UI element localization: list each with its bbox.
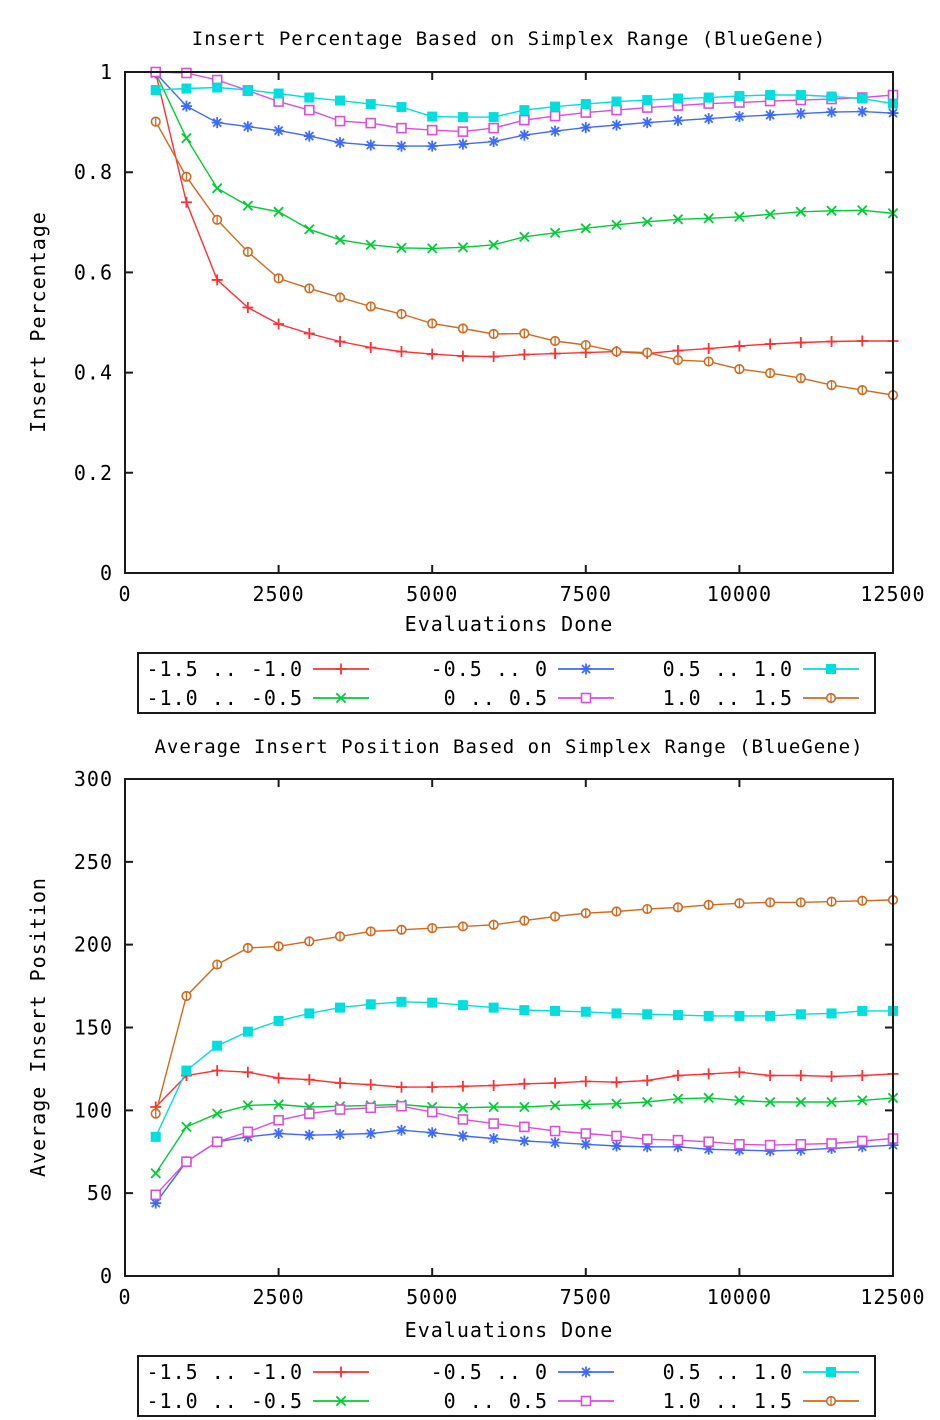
plus-marker (795, 1070, 806, 1081)
legend-label-n10-n05: -1.0 .. -0.5 (146, 1388, 303, 1413)
square-filled-marker (335, 96, 345, 106)
square-open-legend-sample (557, 1393, 615, 1409)
legend-item-10-15 (629, 683, 874, 712)
legend-label-0-05: 0 .. 0.5 (443, 1388, 548, 1413)
asterisk-marker (242, 121, 253, 132)
plus-marker (580, 1076, 591, 1087)
legend-item-n15-n10 (139, 654, 384, 683)
x-tick-label: 2500 (252, 1285, 305, 1309)
square-filled-marker (396, 997, 406, 1007)
x-tick-label: 5000 (406, 1285, 459, 1309)
square-filled-marker (612, 97, 622, 107)
x-tick-label: 10000 (706, 1285, 773, 1309)
plus-marker (519, 1078, 530, 1089)
square-filled-legend-sample (802, 661, 860, 677)
square-filled-marker (181, 1066, 191, 1076)
y-tick-label: 0.8 (73, 160, 113, 185)
square-filled-marker (673, 94, 683, 104)
x-tick-label: 12500 (860, 582, 926, 606)
plus-marker (765, 339, 776, 350)
chart2-y-axis-label: Average Insert Position (26, 877, 50, 1177)
plus-marker (550, 1077, 561, 1088)
legend-item-n05-0 (384, 1357, 629, 1386)
asterisk-marker (519, 1135, 530, 1146)
plus-marker (703, 1068, 714, 1079)
x-tick-label: 0 (118, 582, 132, 606)
square-open-marker (305, 106, 314, 115)
square-open-marker (489, 124, 498, 133)
legend-label-n15-n10: -1.5 .. -1.0 (146, 656, 303, 681)
legend-item-0-05 (384, 683, 629, 712)
square-open-marker (428, 1107, 437, 1116)
square-open-marker (520, 1122, 529, 1131)
square-filled-marker (827, 1008, 837, 1018)
y-tick-label: 0.2 (73, 460, 113, 485)
legend-item-05-10 (629, 654, 874, 683)
plus-marker (427, 349, 438, 360)
asterisk-marker (365, 140, 376, 151)
plus-marker (611, 1077, 622, 1088)
chart2-title: Average Insert Position Based on Simplex Range (BlueGene) (154, 736, 864, 758)
legend-label-n10-n05: -1.0 .. -0.5 (146, 685, 303, 710)
plus-marker (212, 1065, 223, 1076)
square-open-marker (612, 1132, 621, 1141)
square-filled-marker (243, 85, 253, 95)
asterisk-marker (427, 141, 438, 152)
plus-marker (857, 1070, 868, 1081)
square-open-marker (643, 1135, 652, 1144)
square-filled-marker (826, 664, 836, 674)
x-tick-label: 0 (118, 1285, 132, 1309)
asterisk-marker (488, 1133, 499, 1144)
plus-marker (427, 1082, 438, 1093)
asterisk-marker (826, 107, 837, 118)
asterisk-marker (181, 101, 192, 112)
plus-marker (550, 348, 561, 359)
square-filled-marker (550, 102, 560, 112)
square-open-marker (735, 1140, 744, 1149)
asterisk-marker (335, 137, 346, 148)
asterisk-marker (304, 131, 315, 142)
square-open-marker (858, 1136, 867, 1145)
x-tick-label: 7500 (559, 582, 612, 606)
plus-marker (304, 328, 315, 339)
square-filled-marker (366, 999, 376, 1009)
square-open-marker (551, 1127, 560, 1136)
plus-marker (242, 1067, 253, 1078)
square-filled-marker (335, 1003, 345, 1013)
square-open-marker (366, 119, 375, 128)
square-filled-marker (427, 112, 437, 122)
y-tick-label: 0.4 (73, 360, 113, 385)
square-open-marker (766, 1141, 775, 1150)
asterisk-marker (488, 136, 499, 147)
plus-marker (365, 342, 376, 353)
asterisk-marker (273, 125, 284, 136)
square-open-marker (397, 124, 406, 133)
series-line-05-10 (156, 1002, 893, 1137)
legend-item-0-05 (384, 1386, 629, 1415)
square-filled-legend-sample (802, 1364, 860, 1380)
square-filled-marker (734, 1011, 744, 1021)
circle-open-legend-sample (802, 1393, 860, 1409)
square-open-marker (551, 112, 560, 121)
cross-marker (213, 1109, 222, 1118)
chart1-y-axis-label: Insert Percentage (26, 211, 50, 433)
asterisk-marker (642, 117, 653, 128)
square-open-marker (397, 1102, 406, 1111)
plus-marker (396, 346, 407, 357)
square-filled-marker (796, 90, 806, 100)
square-filled-marker (489, 1003, 499, 1013)
square-filled-marker (704, 93, 714, 103)
square-filled-marker (212, 1041, 222, 1051)
square-open-marker (336, 117, 345, 126)
square-filled-marker (734, 91, 744, 101)
square-filled-marker (519, 105, 529, 115)
square-filled-marker (827, 92, 837, 102)
asterisk-marker (581, 1366, 592, 1377)
square-filled-marker (673, 1010, 683, 1020)
square-filled-marker (550, 1006, 560, 1016)
square-open-marker (489, 1119, 498, 1128)
square-filled-marker (519, 1005, 529, 1015)
square-open-marker (366, 1103, 375, 1112)
square-filled-marker (151, 1132, 161, 1142)
square-filled-marker (826, 1367, 836, 1377)
legend-item-n15-n10 (139, 1357, 384, 1386)
plus-marker (336, 663, 347, 674)
plus-marker (396, 1082, 407, 1093)
x-tick-label: 2500 (252, 582, 305, 606)
square-open-marker (827, 1139, 836, 1148)
asterisk-legend-sample (557, 1364, 615, 1380)
square-filled-marker (366, 99, 376, 109)
square-open-marker (582, 693, 591, 702)
square-filled-marker (151, 85, 161, 95)
square-filled-marker (304, 1008, 314, 1018)
plus-marker (519, 349, 530, 360)
legend-label-05-10: 0.5 .. 1.0 (662, 656, 793, 681)
asterisk-marker (580, 1139, 591, 1150)
y-tick-label: 1 (99, 60, 113, 84)
square-filled-marker (181, 84, 191, 94)
asterisk-marker (581, 663, 592, 674)
asterisk-marker (734, 111, 745, 122)
chart1-x-axis-label: Evaluations Done (404, 612, 614, 636)
legend-item-n05-0 (384, 654, 629, 683)
square-open-marker (213, 1137, 222, 1146)
square-filled-marker (581, 1007, 591, 1017)
plot-border (125, 779, 893, 1276)
plus-marker (734, 1067, 745, 1078)
plus-marker (304, 1074, 315, 1085)
plus-legend-sample (312, 661, 370, 677)
square-open-marker (458, 1115, 467, 1124)
square-open-marker (305, 1109, 314, 1118)
asterisk-marker (396, 1125, 407, 1136)
asterisk-marker (304, 1130, 315, 1141)
legend-label-n15-n10: -1.5 .. -1.0 (146, 1359, 303, 1384)
legend-item-n10-n05 (139, 1386, 384, 1415)
x-tick-label: 7500 (559, 1285, 612, 1309)
asterisk-marker (457, 1131, 468, 1142)
square-open-marker (796, 1140, 805, 1149)
cross-marker (151, 1169, 160, 1178)
plus-legend-sample (312, 1364, 370, 1380)
square-filled-marker (796, 1009, 806, 1019)
legend-label-10-15: 1.0 .. 1.5 (662, 1388, 793, 1413)
chart2-legend (137, 1355, 876, 1417)
plus-marker (826, 336, 837, 347)
square-filled-marker (765, 90, 775, 100)
plus-marker (181, 197, 192, 208)
plus-marker (703, 343, 714, 354)
square-filled-marker (427, 998, 437, 1008)
plus-marker (488, 1080, 499, 1091)
asterisk-marker (212, 117, 223, 128)
cross-marker (182, 1122, 191, 1131)
y-tick-label: 300 (73, 767, 113, 791)
square-open-marker (581, 1129, 590, 1138)
x-tick-label: 12500 (860, 1285, 926, 1309)
square-filled-marker (765, 1011, 775, 1021)
plus-marker (734, 341, 745, 352)
plus-marker (457, 351, 468, 362)
legend-label-n05-0: -0.5 .. 0 (430, 1359, 548, 1384)
square-filled-marker (212, 83, 222, 93)
asterisk-marker (519, 130, 530, 141)
square-filled-marker (857, 94, 867, 104)
plus-marker (672, 345, 683, 356)
asterisk-marker (795, 108, 806, 119)
square-open-marker (612, 106, 621, 115)
square-filled-marker (274, 1016, 284, 1026)
square-filled-marker (396, 102, 406, 112)
square-open-marker (704, 1137, 713, 1146)
y-tick-label: 150 (73, 1015, 113, 1040)
circle-open-legend-sample (802, 690, 860, 706)
square-open-marker (182, 69, 191, 78)
square-open-marker (182, 1157, 191, 1166)
plus-marker (457, 1081, 468, 1092)
y-tick-label: 200 (73, 932, 113, 957)
square-open-legend-sample (557, 690, 615, 706)
x-tick-label: 10000 (706, 582, 773, 606)
cross-marker (305, 225, 314, 234)
square-open-marker (582, 1396, 591, 1405)
asterisk-marker (611, 1140, 622, 1151)
y-tick-label: 0.6 (73, 260, 113, 285)
square-filled-marker (274, 89, 284, 99)
square-open-marker (581, 108, 590, 117)
x-tick-label: 5000 (406, 582, 459, 606)
cross-marker (182, 134, 191, 143)
plot-border (125, 72, 893, 573)
square-open-marker (458, 127, 467, 136)
plus-marker (335, 1077, 346, 1088)
plus-marker (765, 1070, 776, 1081)
square-filled-marker (581, 99, 591, 109)
asterisk-marker (611, 120, 622, 131)
cross-legend-sample (312, 690, 370, 706)
square-open-marker (151, 1190, 160, 1199)
series-line-n10-n05 (156, 73, 893, 248)
legend-item-n10-n05 (139, 683, 384, 712)
plus-marker (857, 336, 868, 347)
square-filled-marker (458, 112, 468, 122)
asterisk-marker (672, 115, 683, 126)
asterisk-marker (703, 113, 714, 124)
chart1-legend (137, 652, 876, 714)
square-filled-marker (642, 1009, 652, 1019)
square-open-marker (243, 1127, 252, 1136)
legend-label-05-10: 0.5 .. 1.0 (662, 1359, 793, 1384)
asterisk-marker (457, 139, 468, 150)
square-filled-marker (304, 93, 314, 103)
asterisk-marker (550, 126, 561, 137)
plus-marker (642, 1075, 653, 1086)
cross-marker (213, 184, 222, 193)
legend-label-10-15: 1.0 .. 1.5 (662, 685, 793, 710)
plus-marker (273, 319, 284, 330)
chart1-title: Insert Percentage Based on Simplex Range (BlueGene) (191, 28, 827, 50)
square-filled-marker (612, 1008, 622, 1018)
y-tick-label: 250 (73, 849, 113, 874)
asterisk-marker (427, 1127, 438, 1138)
asterisk-legend-sample (557, 661, 615, 677)
asterisk-marker (550, 1137, 561, 1148)
y-tick-label: 0 (99, 561, 113, 585)
square-filled-marker (704, 1011, 714, 1021)
plus-marker (365, 1079, 376, 1090)
plus-marker (336, 1366, 347, 1377)
asterisk-marker (396, 141, 407, 152)
asterisk-marker (335, 1129, 346, 1140)
chart2-x-axis-label: Evaluations Done (404, 1318, 614, 1342)
square-open-marker (520, 116, 529, 125)
square-filled-marker (489, 112, 499, 122)
square-open-marker (428, 126, 437, 135)
asterisk-marker (580, 122, 591, 133)
plus-marker (672, 1070, 683, 1081)
square-open-marker (336, 1105, 345, 1114)
square-filled-marker (243, 1027, 253, 1037)
legend-label-0-05: 0 .. 0.5 (443, 685, 548, 710)
asterisk-marker (857, 106, 868, 117)
square-filled-marker (857, 1006, 867, 1016)
y-tick-label: 100 (73, 1098, 113, 1123)
square-open-marker (274, 1116, 283, 1125)
square-filled-marker (458, 1000, 468, 1010)
plus-marker (273, 1073, 284, 1084)
legend-label-n05-0: -0.5 .. 0 (430, 656, 548, 681)
plus-marker (488, 351, 499, 362)
legend-item-10-15 (629, 1386, 874, 1415)
cross-legend-sample (312, 1393, 370, 1409)
square-filled-marker (642, 95, 652, 105)
plus-marker (826, 1071, 837, 1082)
plus-marker (795, 337, 806, 348)
y-tick-label: 0 (99, 1264, 113, 1288)
asterisk-marker (365, 1128, 376, 1139)
square-open-marker (673, 1136, 682, 1145)
asterisk-marker (273, 1128, 284, 1139)
y-tick-label: 50 (86, 1181, 113, 1206)
plus-marker (335, 336, 346, 347)
asterisk-marker (765, 110, 776, 121)
legend-item-05-10 (629, 1357, 874, 1386)
